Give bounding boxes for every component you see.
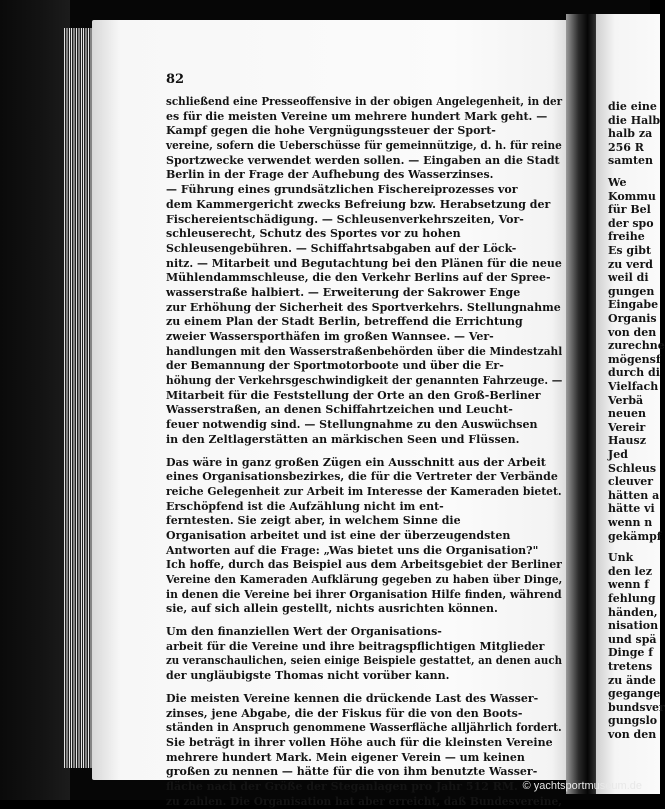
right-text-line: Vereir bbox=[608, 420, 646, 434]
text-line: handlungen mit den Wasserstraßenbehörden über die Mindestzahl bbox=[166, 344, 563, 358]
book-left-edge bbox=[0, 0, 70, 800]
text-line: Das wäre in ganz großen Zügen ein Ausschnitt aus der Arbeit bbox=[166, 455, 546, 469]
text-line: sie, auf sich allein gestellt, nichts ausrichten können. bbox=[166, 602, 498, 616]
right-text-line: cleuver bbox=[608, 475, 654, 489]
text-line: eines Organisationsbezirkes, die für die Vertreter der Verbände bbox=[166, 470, 558, 484]
text-line: arbeit für die Vereine und ihre beitragspflichtigen Mitglieder bbox=[166, 639, 545, 653]
right-text-line: gegange bbox=[608, 687, 661, 701]
right-text-line: die Halb bbox=[608, 113, 661, 127]
text-line: zu zahlen. Die Organisation hat aber erreicht, daß Bundesvereine, bbox=[166, 794, 562, 808]
text-line: nitz. — Mitarbeit und Begutachtung bei den Plänen für die neue bbox=[166, 256, 562, 270]
text-line: zweier Wassersporthäfen im großen Wannsee. — Ver- bbox=[166, 330, 494, 343]
text-line: vereine, sofern die Ueberschüsse für gemeinnützige, d. h. für reine bbox=[166, 139, 562, 153]
right-text-line: weil di bbox=[608, 271, 649, 285]
text-line: Wasserstraßen, an denen Schiffahrtzeichen und Leucht- bbox=[166, 403, 513, 417]
text-line: fläche nach der Größe der Steganlagen pro Jahr 512 RM. bbox=[166, 779, 518, 793]
right-text-line: Hausz bbox=[608, 434, 646, 448]
text-line: Mitarbeit für die Feststellung der Orte an den Groß-Berliner bbox=[166, 388, 541, 402]
text-line: — Führung eines grundsätzlichen Fischereiprozesses vor bbox=[166, 183, 518, 197]
text-line: Fischereientschädigung. — Schleusenverkehrszeiten, Vor- bbox=[166, 212, 524, 226]
watermark: © yachtsportmuseum.de bbox=[522, 780, 642, 792]
right-text-line: durch di bbox=[608, 366, 660, 380]
right-text-line: von den bbox=[608, 325, 657, 339]
text-line: zur Erhöhung der Sicherheit des Sportverkehrs. Stellungnahme bbox=[166, 300, 561, 314]
right-text-line: von den bbox=[608, 728, 657, 741]
right-text-line: Kommu bbox=[608, 189, 656, 203]
right-text-line: mögensf bbox=[608, 352, 661, 366]
right-text-line: und spä bbox=[608, 632, 657, 646]
text-line: Um den finanziellen Wert der Organisations- bbox=[166, 625, 442, 639]
text-line: schließend eine Presseoffensive in der obigen Angelegenheit, in der bbox=[166, 95, 563, 108]
right-text-line: neuen bbox=[608, 407, 646, 421]
text-line: Organisation arbeitet und ist eine der überzeugendsten bbox=[166, 528, 511, 542]
right-text-line: Vielfach bbox=[608, 380, 659, 393]
right-text-line: für Bel bbox=[608, 203, 651, 217]
right-text-line: Verbä bbox=[608, 393, 644, 407]
left-page-text bbox=[166, 95, 562, 809]
text-line: großen zu nennen — hätte für die von ihm benutzte Wasser- bbox=[166, 765, 538, 779]
text-line: Erschöpfend ist die Aufzählung nicht im ent- bbox=[166, 499, 444, 513]
right-text-line: Organis bbox=[608, 312, 657, 325]
right-text-line: gungen bbox=[608, 284, 655, 298]
right-text-line: hätten a bbox=[608, 488, 660, 502]
text-line: zinses, jene Abgabe, die der Fiskus für die von den Boots- bbox=[166, 706, 523, 720]
right-text-line: wenn f bbox=[608, 578, 650, 592]
text-line: der ungläubigste Thomas nicht vorüber kann. bbox=[166, 669, 450, 683]
text-line: höhung der Verkehrsgeschwindigkeit der genannten Fahrzeuge. — bbox=[166, 374, 563, 388]
right-text-line: freihe bbox=[608, 230, 645, 244]
text-line: ständen in Anspruch genommene Wasserfläche alljährlich fordert. bbox=[166, 721, 562, 735]
paragraph-break bbox=[166, 448, 562, 456]
text-line: Antworten auf die Frage: „Was bietet uns die Organisation?" bbox=[166, 543, 539, 557]
right-text-line: tretens bbox=[608, 660, 653, 673]
right-text-line: Schleus bbox=[608, 461, 657, 475]
right-text-line: hätte vi bbox=[608, 502, 655, 516]
right-text-line: händen, bbox=[608, 605, 658, 619]
text-line: feuer notwendig sind. — Stellungnahme zu den Auswüchsen bbox=[166, 418, 538, 432]
text-line: in denen die Vereine bei ihrer Organisation Hilfe finden, während bbox=[166, 587, 562, 601]
paragraph-break bbox=[166, 684, 562, 692]
right-text-line: 256 R bbox=[608, 140, 644, 154]
text-line: zu veranschaulichen, seien einige Beispiele gestattet, an denen auch bbox=[166, 654, 562, 668]
text-line: Vereine den Kameraden Aufklärung gegeben zu haben über Dinge, bbox=[166, 573, 563, 586]
page-number: 82 bbox=[166, 72, 185, 87]
text-line: Mühlendammschleuse, die den Verkehr Berlins auf der Spree- bbox=[166, 271, 551, 285]
text-line: reiche Gelegenheit zur Arbeit im Interesse der Kameraden bietet. bbox=[166, 484, 562, 498]
right-text-line: Es gibt bbox=[608, 244, 652, 257]
text-line: zu einem Plan der Stadt Berlin, betreffend die Errichtung bbox=[166, 315, 523, 329]
text-line: der Bemannung der Sportmotorboote und über die Er- bbox=[166, 359, 504, 373]
text-line: Die meisten Vereine kennen die drückende Last des Wasser- bbox=[166, 691, 539, 705]
right-text-line: Jed bbox=[608, 448, 628, 461]
right-text-line: die eine bbox=[608, 100, 657, 113]
text-line: ferntesten. Sie zeigt aber, in welchem Sinne die bbox=[166, 514, 461, 528]
right-text-line: zurechne bbox=[608, 339, 665, 353]
right-text-line: gekämpf bbox=[608, 529, 662, 543]
text-line: Schleusengebühren. — Schiffahrtsabgaben auf der Löck- bbox=[166, 241, 517, 255]
text-line: Kampf gegen die hohe Vergnügungssteuer der Sport- bbox=[166, 124, 496, 138]
right-text-line: We bbox=[608, 176, 627, 189]
text-line: Sportzwecke verwendet werden sollen. — Eingaben an die Stadt bbox=[166, 153, 560, 167]
right-text-line: fehlung bbox=[608, 592, 656, 605]
text-line: es für die meisten Vereine um mehrere hundert Mark geht. — bbox=[166, 109, 548, 123]
right-text-line: wenn n bbox=[608, 516, 653, 529]
text-line: mehrere hundert Mark. Mein eigener Verein — um keinen bbox=[166, 750, 525, 764]
right-text-line: samten bbox=[608, 154, 654, 168]
right-text-line: gungslo bbox=[608, 714, 658, 728]
right-text-line: Eingabe bbox=[608, 298, 659, 312]
right-text-line: den lez bbox=[608, 564, 652, 578]
right-text-line: nisation bbox=[608, 619, 659, 633]
right-text-line: zu ände bbox=[608, 673, 656, 687]
right-text-line: halb za bbox=[608, 127, 653, 141]
text-line: dem Kammergericht zwecks Befreiung bzw. Herabsetzung der bbox=[166, 197, 551, 211]
text-line: in den Zeltlagerstätten an märkischen Seen und Flüssen. bbox=[166, 432, 520, 446]
text-line: schleuserecht, Schutz des Sportes vor zu hohen bbox=[166, 227, 461, 241]
text-line: Ich hoffe, durch das Beispiel aus dem Arbeitsgebiet der Berliner bbox=[166, 558, 562, 572]
right-text-line: zu verd bbox=[608, 257, 653, 271]
paragraph-break bbox=[166, 617, 562, 625]
right-text-line: bundsver bbox=[608, 700, 665, 714]
right-text-line: Dinge f bbox=[608, 646, 653, 660]
right-text-line: der spo bbox=[608, 216, 654, 230]
text-line: Berlin in der Frage der Aufhebung des Wasserzinses. bbox=[166, 168, 494, 182]
right-text-line: Unk bbox=[608, 551, 634, 565]
text-line: Sie beträgt in ihrer vollen Höhe auch für die kleinsten Vereine bbox=[166, 735, 553, 749]
text-line: wasserstraße halbiert. — Erweiterung der Sakrower Enge bbox=[166, 285, 521, 299]
